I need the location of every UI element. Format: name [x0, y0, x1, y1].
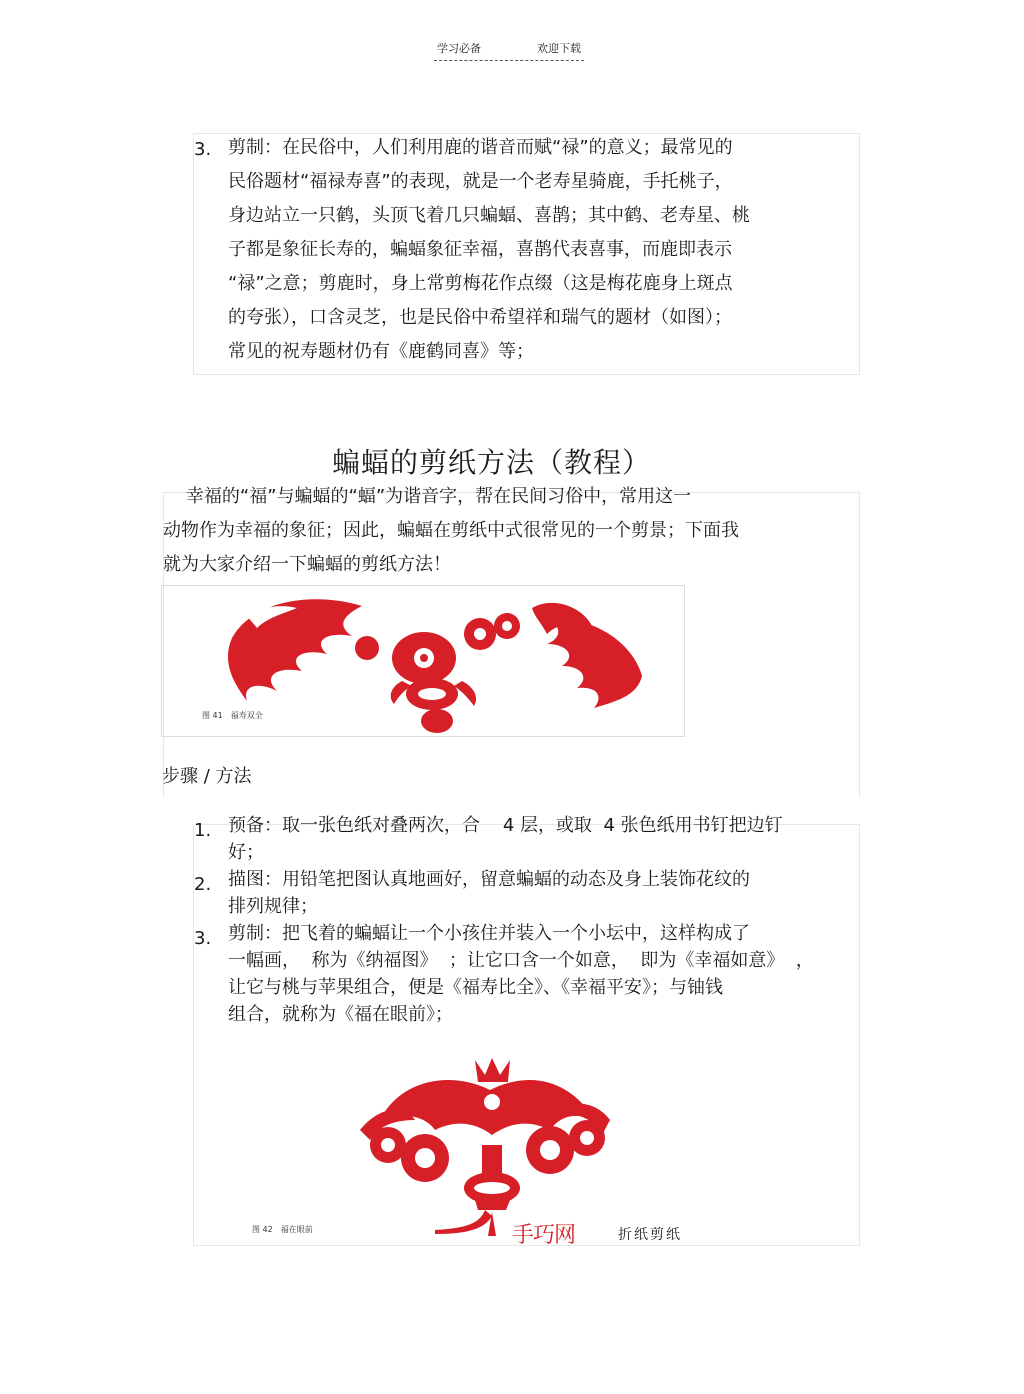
figure1-caption: 图 41 福寿双全 [202, 711, 263, 720]
step-line: 排列规律； [228, 896, 318, 917]
section1-line: 民俗题材“福禄寿喜”的表现，就是一个老寿星骑鹿，手托桃子， [228, 171, 733, 192]
section1-line: 的夸张），口含灵芝，也是民俗中希望祥和瑞气的题材（如图）； [228, 307, 732, 328]
header-divider [434, 60, 584, 61]
section1-line: 身边站立一只鹤，头顶飞着几只蝙蝠、喜鹊；其中鹤、老寿星、桃 [228, 205, 750, 226]
header-right-text: 欢迎下载 [537, 42, 581, 55]
step-number: 3. [194, 928, 212, 949]
figure1-frame [161, 585, 685, 737]
step-line: 一幅画， 称为《纳福图》 ；让它口含一个如意， 即为《幸福如意》 ， [228, 950, 814, 971]
section1-line: “禄”之意；剪鹿时，身上常剪梅花作点缀（这是梅花鹿身上斑点 [228, 273, 733, 294]
figure2-caption: 图 42 福在眼前 [252, 1225, 313, 1234]
site-logo-subtitle: 折纸剪纸 [618, 1227, 682, 1243]
step-line: 剪制：把飞着的蝙蝠让一个小孩住并装入一个小坛中，这样构成了 [228, 923, 750, 944]
section1-line: 剪制：在民俗中，人们利用鹿的谐音而赋“禄”的意义；最常见的 [228, 137, 733, 158]
step-number: 2. [194, 874, 212, 895]
step-line: 组合，就称为《福在眼前》； [228, 1004, 453, 1025]
page-title: 蝙蝠的剪纸方法（教程） [332, 446, 652, 479]
step-body [228, 812, 783, 866]
step-body [228, 920, 814, 1028]
steps-heading: 步骤 / 方法 [162, 766, 252, 787]
section1-line: 常见的祝寿题材仍有《鹿鹤同喜》等； [228, 341, 534, 362]
site-logo: 手巧网 [512, 1223, 576, 1248]
header-left-text: 学习必备 [437, 42, 481, 55]
section1-number: 3. [194, 139, 212, 160]
section1-body [228, 131, 750, 369]
step-line: 描图：用铅笔把图认真地画好，留意蝙蝠的动态及身上装饰花纹的 [228, 869, 750, 890]
step-line: 让它与桃与苹果组合，便是《福寿比全》、《幸福平安》；与铀钱 [228, 977, 723, 998]
step-number: 1. [194, 820, 212, 841]
step-line: 预备：取一张色纸对叠两次，合 4 层，或取 4 张色纸用书钉把边钉 [228, 815, 783, 836]
step-line: 好； [228, 842, 264, 863]
bat-paper-cut-image-2 [230, 1050, 750, 1240]
intro-line: 幸福的“福”与蝙蝠的“蝠”为谐音字，帮在民间习俗中，常用这一 [163, 486, 692, 507]
section1-line: 子都是象征长寿的，蝙蝠象征幸福，喜鹊代表喜事，而鹿即表示 [228, 239, 732, 260]
figure2 [230, 1050, 750, 1248]
intro-line: 就为大家介绍一下蝙蝠的剪纸方法！ [163, 554, 451, 575]
intro-line: 动物作为幸福的象征；因此，蝙蝠在剪纸中式很常见的一个剪景；下面我 [163, 520, 739, 541]
intro-body [163, 480, 739, 582]
step-body [228, 866, 750, 920]
